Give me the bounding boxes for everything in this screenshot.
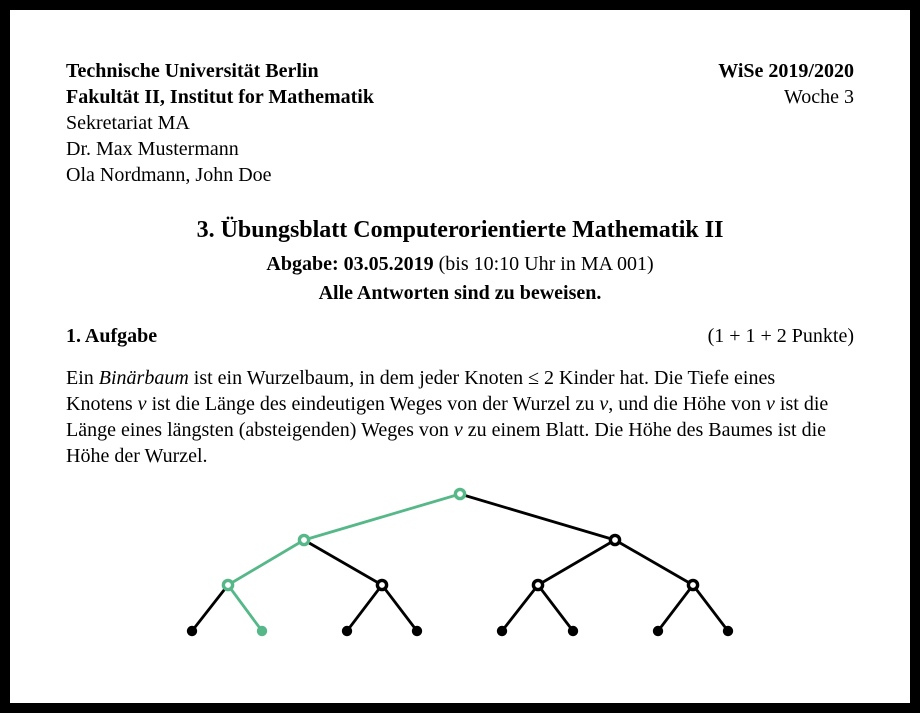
document-header xyxy=(66,58,854,188)
tree-edge xyxy=(228,540,304,585)
paragraph-line: Ein Binärbaum ist ein Wurzelbaum, in dem jeder Knoten ≤ 2 Kinder hat. Die Tiefe eines xyxy=(66,367,776,389)
tree-node-root xyxy=(455,489,464,498)
proof-note: Alle Antworten sind zu beweisen. xyxy=(318,282,602,304)
header-right xyxy=(718,58,854,110)
tree-node-l3 xyxy=(412,626,422,636)
tree-edge xyxy=(228,585,262,631)
tree-node-n10 xyxy=(299,535,308,544)
tree-edge xyxy=(304,540,382,585)
tree-edge xyxy=(304,494,460,540)
tree-edge xyxy=(538,540,615,585)
tree-node-l7 xyxy=(723,626,733,636)
lecturer-name: Dr. Max Mustermann xyxy=(66,138,239,160)
tree-edge xyxy=(538,585,573,631)
exercise-heading: 1. Aufgabe xyxy=(66,325,158,347)
tree-edge xyxy=(460,494,615,540)
tree-edge xyxy=(693,585,728,631)
tree-edge xyxy=(382,585,417,631)
tree-node-l0 xyxy=(187,626,197,636)
tree-node-l2 xyxy=(342,626,352,636)
tree-node-l4 xyxy=(497,626,507,636)
tree-edge xyxy=(502,585,538,631)
tree-edge xyxy=(658,585,693,631)
title-block xyxy=(66,215,854,306)
week-label: Woche 3 xyxy=(783,86,854,108)
tree-node-n20 xyxy=(223,580,232,589)
tree-node-n21 xyxy=(377,580,386,589)
secretariat: Sekretariat MA xyxy=(66,112,190,134)
exercise-header-row xyxy=(66,323,854,349)
deadline-line xyxy=(66,251,854,277)
exercise-paragraph xyxy=(66,365,854,469)
institution-name: Technische Universität Berlin xyxy=(66,60,319,82)
tree-edge xyxy=(347,585,382,631)
deadline-date: Abgabe: 03.05.2019 xyxy=(266,253,434,275)
assistants-names: Ola Nordmann, John Doe xyxy=(66,164,272,186)
tree-node-l1 xyxy=(257,626,267,636)
tree-edge xyxy=(192,585,228,631)
tree-node-l5 xyxy=(568,626,578,636)
tree-node-l6 xyxy=(653,626,663,636)
binary-tree-diagram xyxy=(10,470,910,690)
tree-node-n23 xyxy=(688,580,697,589)
semester-label: WiSe 2019/2020 xyxy=(718,60,854,82)
paragraph-line: Länge eines längsten (absteigenden) Weges von v zu einem Blatt. Die Höhe des Baumes ist die xyxy=(66,419,827,441)
page-title: 3. Übungsblatt Computerorientierte Mathematik II xyxy=(196,217,724,243)
deadline-details: (bis 10:10 Uhr in MA 001) xyxy=(433,253,654,275)
exercise-points: (1 + 1 + 2 Punkte) xyxy=(707,325,854,347)
paragraph-line: Knotens v ist die Länge des eindeutigen Weges von der Wurzel zu v, und die Höhe von v ist die xyxy=(66,393,829,415)
tree-node-n11 xyxy=(610,535,619,544)
header-left xyxy=(66,58,374,188)
paragraph-line: Höhe der Wurzel. xyxy=(66,445,208,467)
faculty-name: Fakultät II, Institut for Mathematik xyxy=(66,86,374,108)
tree-node-n22 xyxy=(533,580,542,589)
tree-edge xyxy=(615,540,693,585)
document-content xyxy=(10,10,910,469)
